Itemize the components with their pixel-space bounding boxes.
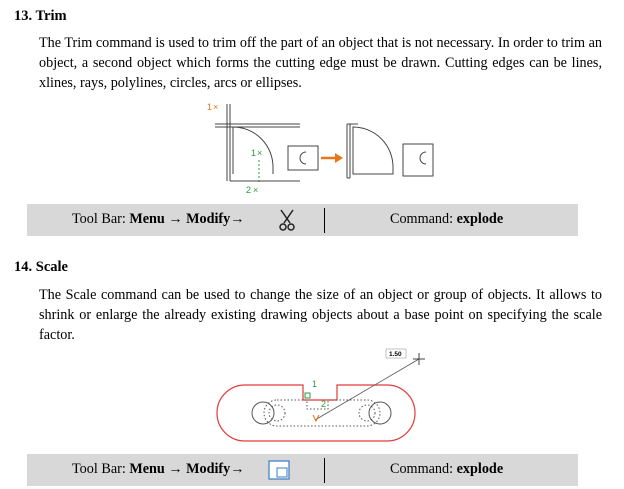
trim-label-2: 2 [246, 185, 252, 195]
scale-description: The Scale command can be used to change the size of an object or group of objects. It allows to shrink or enlarge the already existing drawing objects about a base point on specifying the scale factor. [39, 287, 602, 343]
scale-icon [267, 459, 291, 481]
command-prefix: Command: [390, 211, 457, 227]
command-prefix: Command: [390, 461, 457, 477]
trim-description: The Trim command is used to trim off the part of an object that is not necessary. In order to trim an object, a second object which forms the cutting edge must be drawn. Cutting edges can be lines, xlines, rays, polylines, circles, arcs or ellipses. [39, 35, 602, 91]
toolbar-divider [324, 458, 325, 483]
arrow-right-icon [321, 153, 343, 163]
toolbar-prefix: Tool Bar: [72, 211, 130, 227]
scale-label-1: 1 [312, 379, 318, 389]
trim-toolbar: Tool Bar: Menu → Modify→ Command: explode [27, 204, 578, 236]
section-heading-scale: 14. Scale [14, 259, 68, 275]
command-name: explode [456, 461, 504, 477]
trim-label-1b: 1 [251, 148, 257, 158]
svg-text:×: × [213, 102, 219, 112]
svg-text:×: × [257, 148, 263, 158]
trim-label-1: 1 [207, 102, 213, 112]
section-heading-trim: 13. Trim [14, 8, 67, 24]
toolbar-menu: Menu [129, 211, 165, 227]
toolbar-divider [324, 208, 325, 233]
trim-illustration [195, 96, 445, 198]
toolbar-modify: Modify [186, 211, 231, 227]
scissors-icon [277, 208, 297, 232]
scale-illustration [215, 345, 435, 450]
toolbar-prefix: Tool Bar: [72, 461, 130, 477]
command-name: explode [456, 211, 504, 227]
toolbar-menu: Menu [129, 461, 165, 477]
scale-label-2: 2 [321, 399, 327, 409]
scale-toolbar: Tool Bar: Menu → Modify→ Command: explode [27, 454, 578, 486]
scale-factor-label: 1.50 [389, 351, 402, 358]
toolbar-modify: Modify [186, 461, 231, 477]
svg-text:×: × [253, 185, 259, 195]
